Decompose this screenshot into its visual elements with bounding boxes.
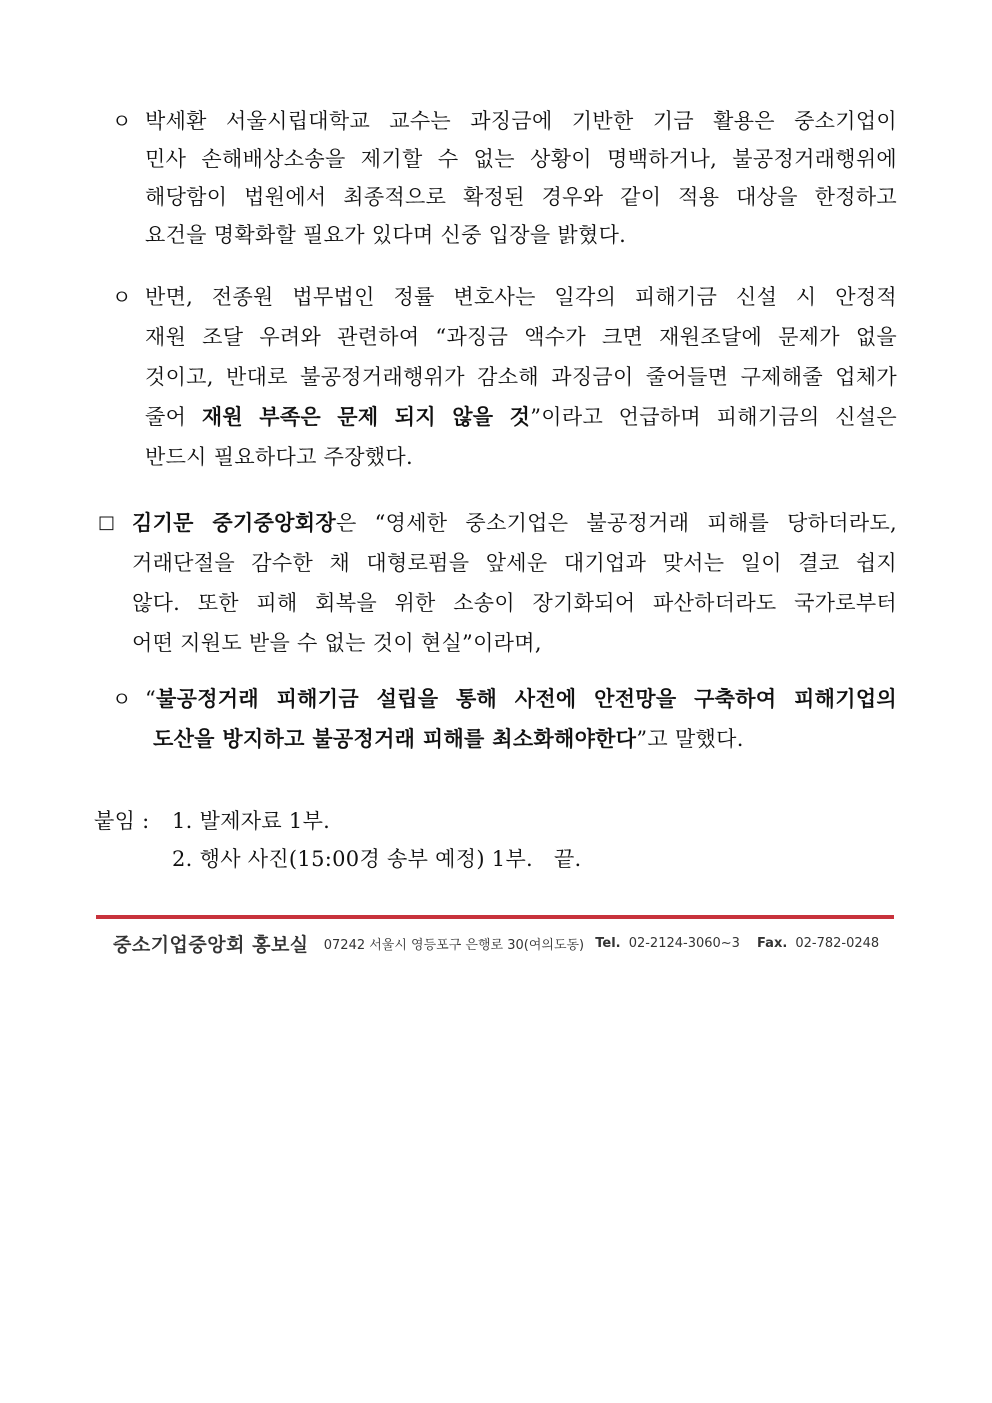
paragraph-line [153,720,905,758]
attachments [94,802,794,882]
paragraph-line [132,504,897,542]
circle-bullet-icon: ㅇ [112,687,132,711]
footer-org-name: 중소기업중앙회 홍보실 [113,934,309,956]
circle-bullet-icon: ㅇ [112,109,132,133]
footer [113,930,903,970]
emphasis-text: 재원 부족은 문제 되지 않을 것 [201,404,531,429]
footer-address: 07242 서울시 영등포구 은행로 30(여의도동) [323,938,585,953]
line-text: “ [145,687,157,711]
paragraph-line: 것이고, 반대로 불공정거래행위가 감소해 과징금이 줄어들면 구제해줄 업체가 [145,365,897,389]
line-text: ”이라고 언급하며 피해기금의 신설은 [530,405,897,429]
paragraph-line: 재원 조달 우려와 관련하여 “과징금 액수가 크면 재원조달에 문제가 없을 [145,325,897,349]
emphasis-text: 불공정거래 피해기금 설립을 통해 사전에 안전망을 구축하여 피해기업의 [156,686,897,711]
line-text: ”고 말했다. [636,727,744,751]
paragraph-3 [132,504,897,664]
footer-fax-label: Fax. [757,936,788,951]
paragraph-line: 반드시 필요하다고 주장했다. [145,445,413,469]
paragraph-line: 해당함이 법원에서 최종적으로 확정된 경우와 같이 적용 대상을 한정하고 [145,185,897,209]
paragraph-line: 거래단절을 감수한 채 대형로펌을 앞세운 대기업과 맞서는 일이 결코 쉽지 [132,551,897,575]
footer-tel-label: Tel. [595,936,621,951]
speaker-name: 김기문 중기중앙회장 [132,510,336,535]
footer-fax: 02-782-0248 [795,936,880,951]
paragraph-line: 민사 손해배상소송을 제기할 수 없는 상황이 명백하거나, 불공정거래행위에 [145,147,897,171]
line-text: 은 “영세한 중소기업은 불공정거래 피해를 당하더라도, [335,511,897,535]
emphasis-text: 도산을 방지하고 불공정거래 피해를 최소화해야한다 [153,726,637,751]
footer-tel: 02-2124-3060~3 [628,936,740,951]
paragraph-2 [145,278,897,478]
paragraph-line [145,680,897,718]
attachment-item: 1. 발제자료 1부. [172,809,331,833]
square-bullet-icon: □ [98,512,116,533]
line-text: 줄어 [145,405,202,429]
paragraph-line [145,398,897,436]
attachments-label: 붙임 : [94,809,150,833]
paragraph-1 [145,102,897,262]
paragraph-4 [145,680,897,760]
footer-divider [96,915,894,919]
paragraph-line: 않다. 또한 피해 회복을 위한 소송이 장기화되어 파산하더라도 국가로부터 [132,591,897,615]
paragraph-line: 요건을 명확화할 필요가 있다며 신중 입장을 밝혔다. [145,223,627,247]
paragraph-line: 박세환 서울시립대학교 교수는 과징금에 기반한 기금 활용은 중소기업이 [145,109,897,133]
paragraph-line: 어떤 지원도 받을 수 없는 것이 현실”이라며, [132,631,542,655]
paragraph-line: 반면, 전종원 법무법인 정률 변호사는 일각의 피해기금 신설 시 안정적 [145,285,897,309]
attachment-item: 2. 행사 사진(15:00경 송부 예정) 1부. 끝. [172,847,582,871]
circle-bullet-icon: ㅇ [112,285,132,309]
